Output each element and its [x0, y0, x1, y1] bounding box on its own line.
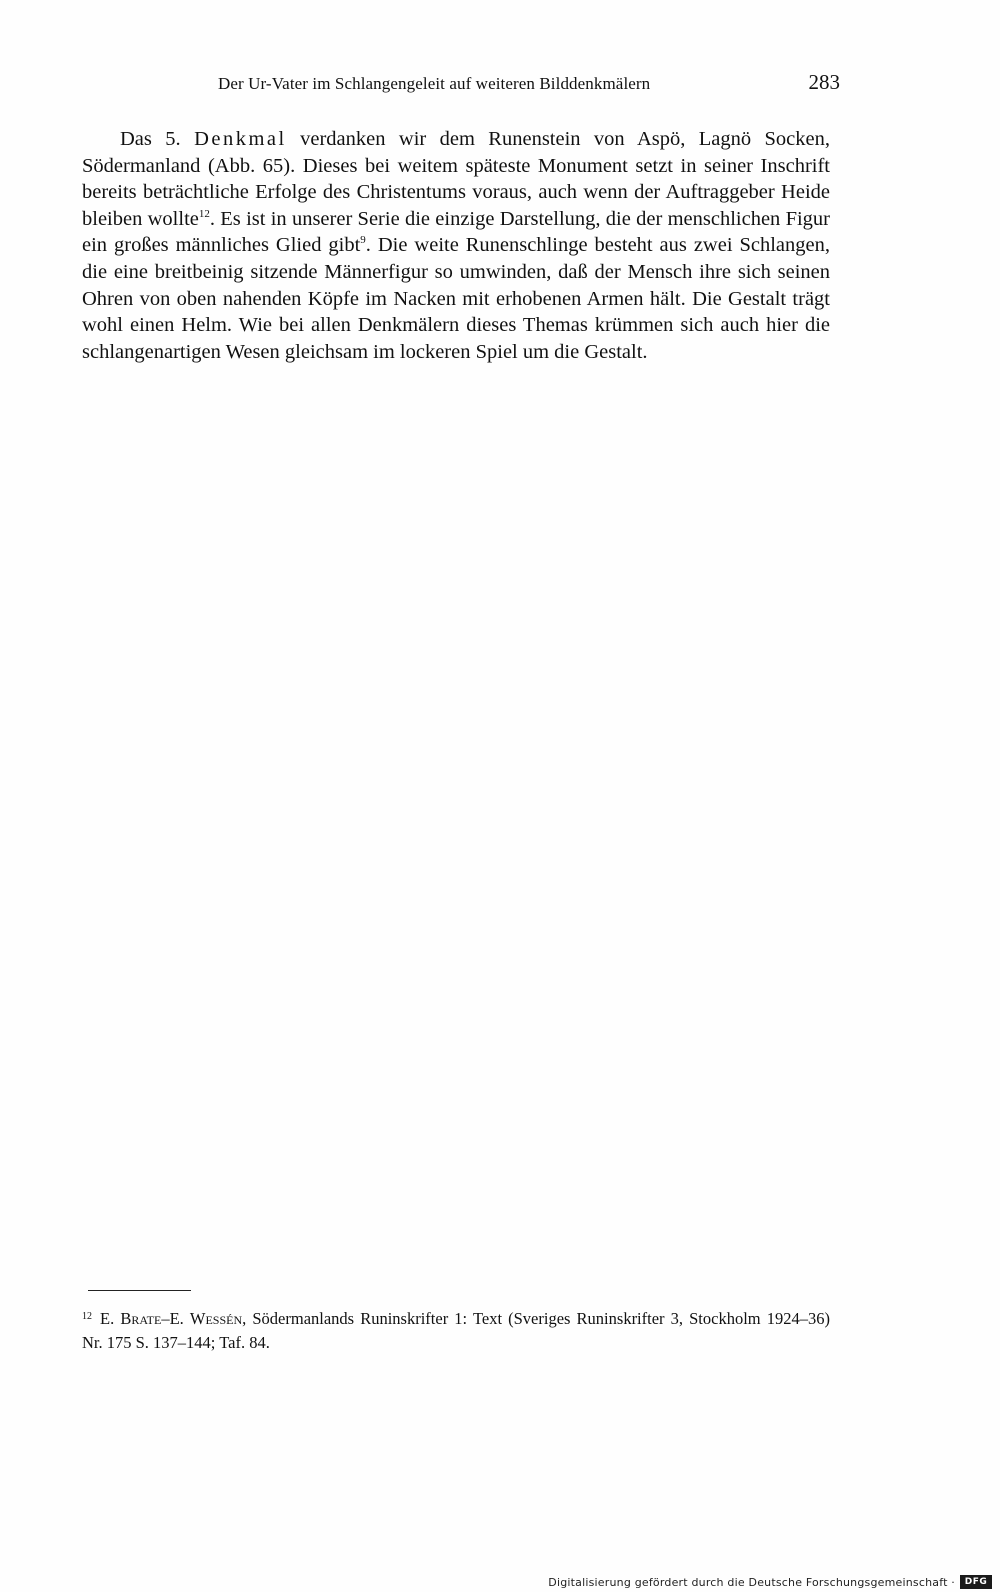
paragraph-text-1: verdanken wir dem Runenstein von Aspö, Lagnö Socken, Södermanland (Abb. 65). Dieses bei weitem späteste Monument setzt in seiner Inschrift bereits beträchtliche Erfolge des Christentums voraus, auch wenn der Auftraggeber Heide bleiben wollte [82, 128, 830, 230]
paragraph-text-3: . Die weite Runenschlinge besteht aus zwei Schlangen, die eine breitbeinig sitzende Männerfigur so umwinden, daß der Mensch ihre sich seinen Ohren von oben nahenden Köpfe im Nacken mit erhobenen Armen hält. Die Gestalt trägt wohl einen Helm. Wie bei allen Denkmälern dieses Themas krümmen sich auch hier die schlangenartigen Wesen gleichsam im lockeren Spiel um die Gestalt. [82, 234, 830, 363]
footnote-divider [88, 1290, 191, 1291]
footnote-author-1: Brate [120, 1309, 162, 1328]
page-number: 283 [808, 70, 840, 94]
footnote-author-initial: E. [100, 1309, 121, 1328]
footnote-author-2: Wessén [189, 1309, 243, 1328]
footnote-reference[interactable]: 9 [360, 234, 366, 247]
paragraph-intro: Das 5. [120, 128, 195, 150]
spaced-term: Denkmal [194, 128, 287, 150]
footnote-reference[interactable]: 12 [198, 207, 210, 220]
paragraph-text-2: . Es ist in unserer Serie die einzige Darstellung, die der menschlichen Figur ein großes männliches Glied gibt [82, 207, 830, 257]
body-paragraph [82, 126, 830, 365]
dfg-logo-icon: DFG [960, 1575, 992, 1589]
footnote-text: , Södermanlands Runinskrifter 1: Text (Sveriges Runinskrifter 3, Stockholm 1924–36) Nr. 175 S. 137–144; Taf. 84. [82, 1309, 830, 1352]
funding-credit: Digitalisierung gefördert durch die Deutsche Forschungsgemeinschaft · [548, 1576, 955, 1589]
digitization-footer [0, 1572, 1000, 1592]
footnote-mark: 12 [82, 1311, 92, 1322]
running-title: Der Ur-Vater im Schlangengeleit auf weiteren Bilddenkmälern [218, 74, 651, 93]
footnote-12 [82, 1305, 830, 1354]
footnote-dash: –E. [161, 1309, 190, 1328]
